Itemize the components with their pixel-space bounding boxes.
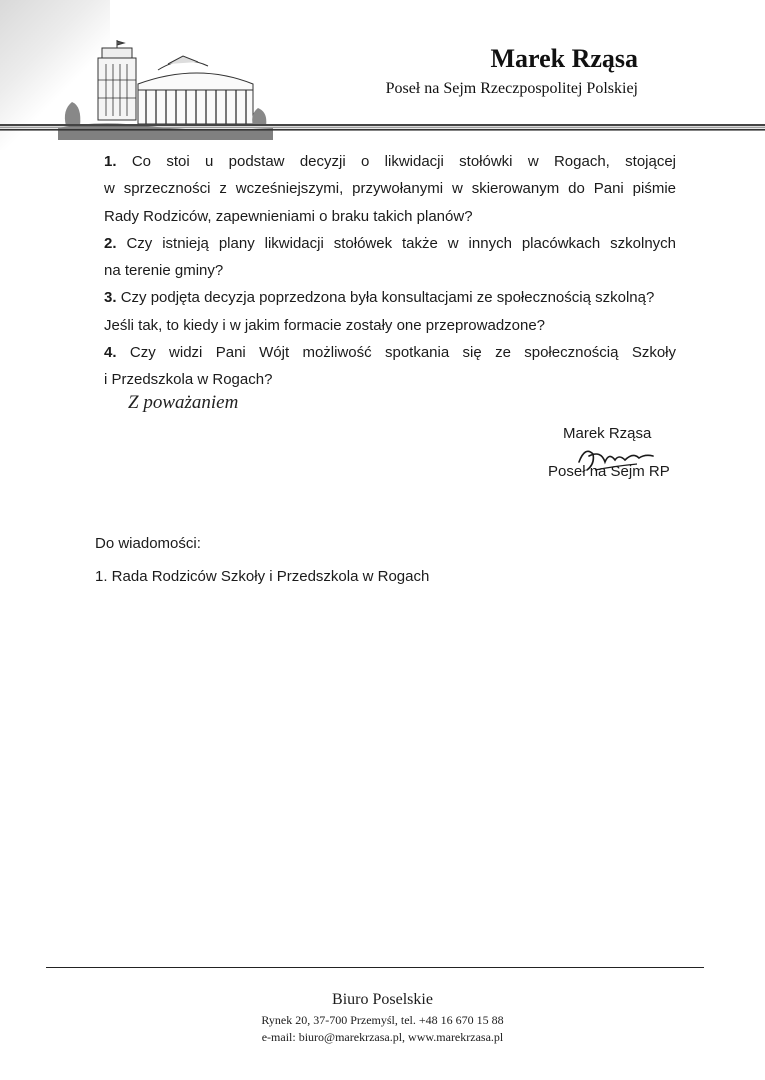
question-text: Co stoi u podstaw decyzji o likwidacji stołówki w Rogach, stojącej xyxy=(131,153,677,170)
question-number: 3. xyxy=(104,289,117,307)
question-3 xyxy=(104,284,676,311)
question-text: i Przedszkola w Rogach? xyxy=(104,371,273,389)
question-4 xyxy=(104,339,676,366)
question-text: Jeśli tak, to kiedy i w jakim formacie zostały one przeprowadzone? xyxy=(104,316,546,334)
sender-title: Poseł na Sejm Rzeczpospolitej Polskiej xyxy=(385,80,638,97)
question-number: 4. xyxy=(104,344,117,362)
question-text: Czy istnieją plany likwidacji stołówek także w innych placówkach szkolnych xyxy=(126,234,676,252)
footer-divider xyxy=(46,967,704,968)
question-number: 1. xyxy=(104,153,117,170)
distribution-item: 1. Rada Rodziców Szkoły i Przedszkola w Rogach xyxy=(95,568,430,585)
closing-regards: Z poważaniem xyxy=(128,392,239,413)
footer xyxy=(0,988,765,1046)
signer-name: Marek Rząsa xyxy=(563,425,652,442)
question-list xyxy=(104,148,676,394)
question-number: 2. xyxy=(104,234,117,252)
distribution-label: Do wiadomości: xyxy=(95,535,201,552)
header-divider xyxy=(0,124,765,132)
question-text: Czy widzi Pani Wójt możliwość spotkania się ze społecznością Szkoły xyxy=(129,344,676,362)
footer-contact: e-mail: biuro@marekrzasa.pl, www.marekrzasa.pl xyxy=(261,1030,504,1044)
footer-address: Rynek 20, 37-700 Przemyśl, tel. +48 16 670 15 88 xyxy=(261,1013,504,1027)
footer-office-title: Biuro Poselskie xyxy=(332,991,433,1008)
question-text: w sprzeczności z wcześniejszymi, przywołanymi w skierowanym do Pani piśmie xyxy=(104,180,676,198)
question-text: Czy podjęta decyzja poprzedzona była konsultacjami ze społecznością szkolną? xyxy=(120,289,655,307)
signer-role: Poseł na Sejm RP xyxy=(548,463,670,480)
sender-name: Marek Rząsa xyxy=(490,44,638,73)
question-2 xyxy=(104,230,676,257)
question-text: na terenie gminy? xyxy=(104,262,224,280)
question-1 xyxy=(104,148,676,175)
question-text: Rady Rodziców, zapewnieniami o braku takich planów? xyxy=(104,207,473,225)
